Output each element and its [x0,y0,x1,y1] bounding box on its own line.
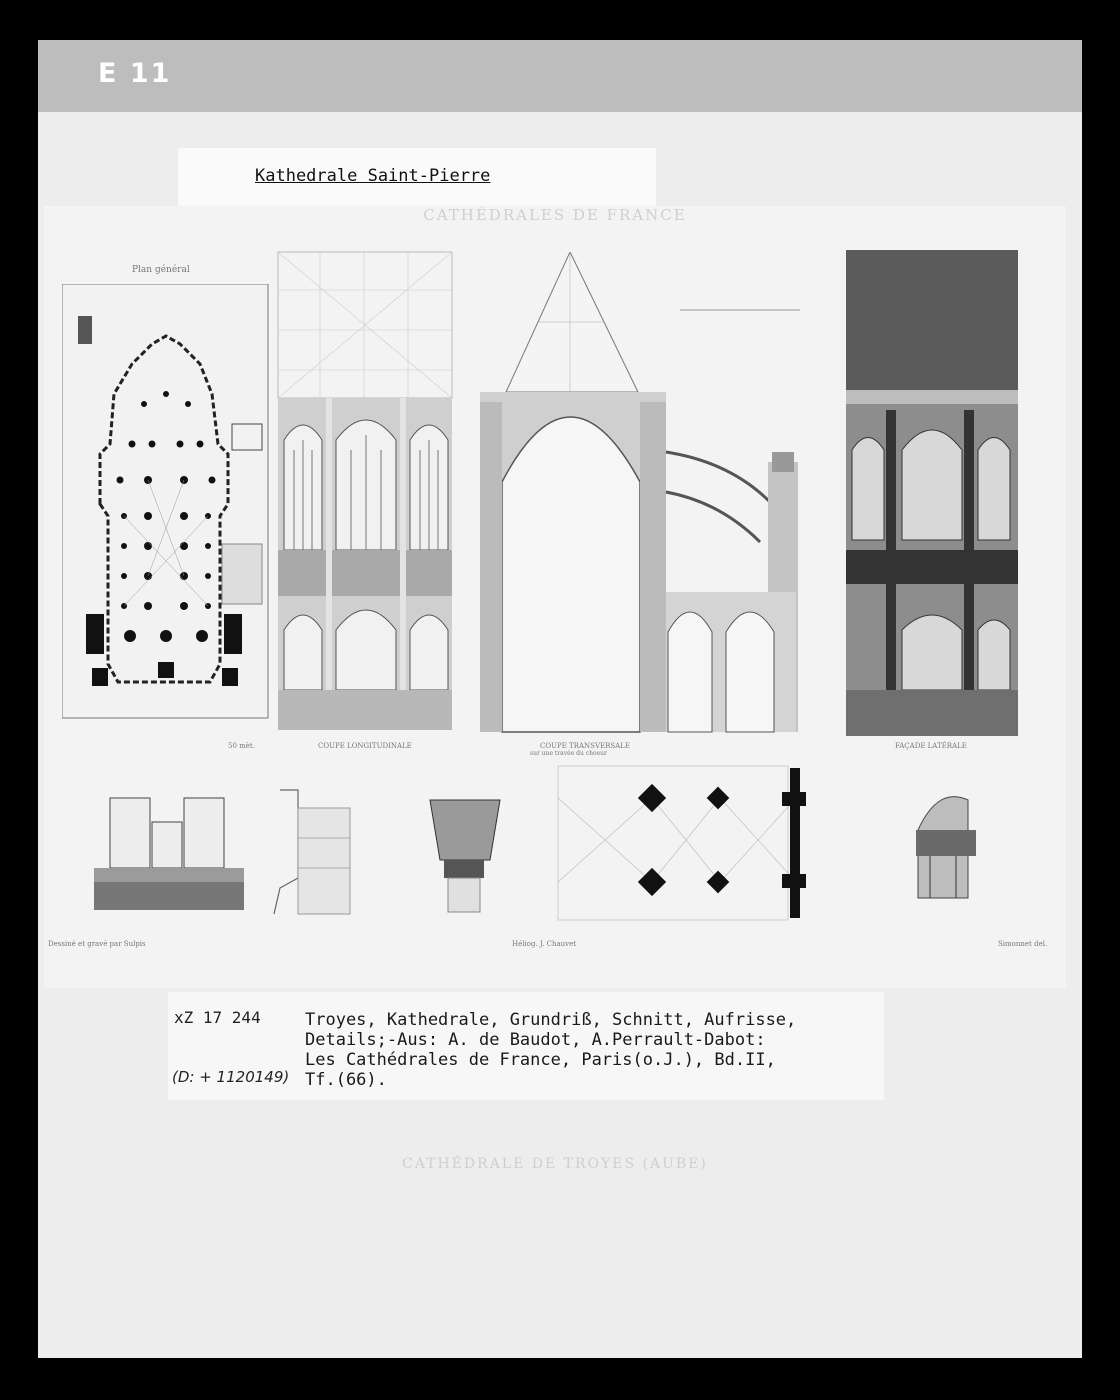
plate-footer: CATHÉDRALE DE TROYES (AUBE) [402,1156,708,1172]
plan-caption: Plan général [132,265,190,275]
catalog-line: Troyes, Kathedrale, Grundriß, Schnitt, Aufrisse, [305,1010,797,1030]
capital-detail-drawing [424,790,506,914]
catalog-line: Tf.(66). [305,1070,387,1090]
catalog-line: Les Cathédrales de France, Paris(o.J.), Bd.II, [305,1050,776,1070]
long-section-caption: COUPE LONGITUDINALE [318,742,412,750]
card-top-strip [38,40,1082,112]
parapet-detail-drawing [92,788,246,914]
catalog-number: xZ 17 244 [174,1008,261,1027]
lateral-facade-drawing [842,250,1020,736]
trans-section-subcaption: sur une travée du choeur [530,750,607,757]
catalog-reference: (D: + 1120149) [172,1068,290,1086]
bay-plan-detail-drawing [556,764,826,924]
pier-capital-detail-drawing [908,790,980,900]
card-label: E 11 [98,58,172,89]
trans-section-caption: COUPE TRANSVERSALE [540,742,630,750]
catalog-description [305,1010,796,1090]
credit-middle: Héliog. J. Chauvet [512,940,577,948]
credit-left: Dessiné et gravé par Sulpis [48,940,146,948]
catalog-line: Details;-Aus: A. de Baudot, A.Perrault-Dabot: [305,1030,766,1050]
longitudinal-section-drawing [276,250,454,732]
moulding-profile-drawing [270,788,354,916]
scale-caption: 50 mèt. [228,742,255,750]
plate-header: CATHÉDRALES DE FRANCE [423,206,687,224]
transverse-section-drawing [470,252,832,734]
lateral-caption: FAÇADE LATÉRALE [895,742,967,750]
page-title: Kathedrale Saint-Pierre [255,166,491,186]
ground-plan-drawing [62,284,270,720]
credit-right: Simonnet del. [998,940,1048,948]
